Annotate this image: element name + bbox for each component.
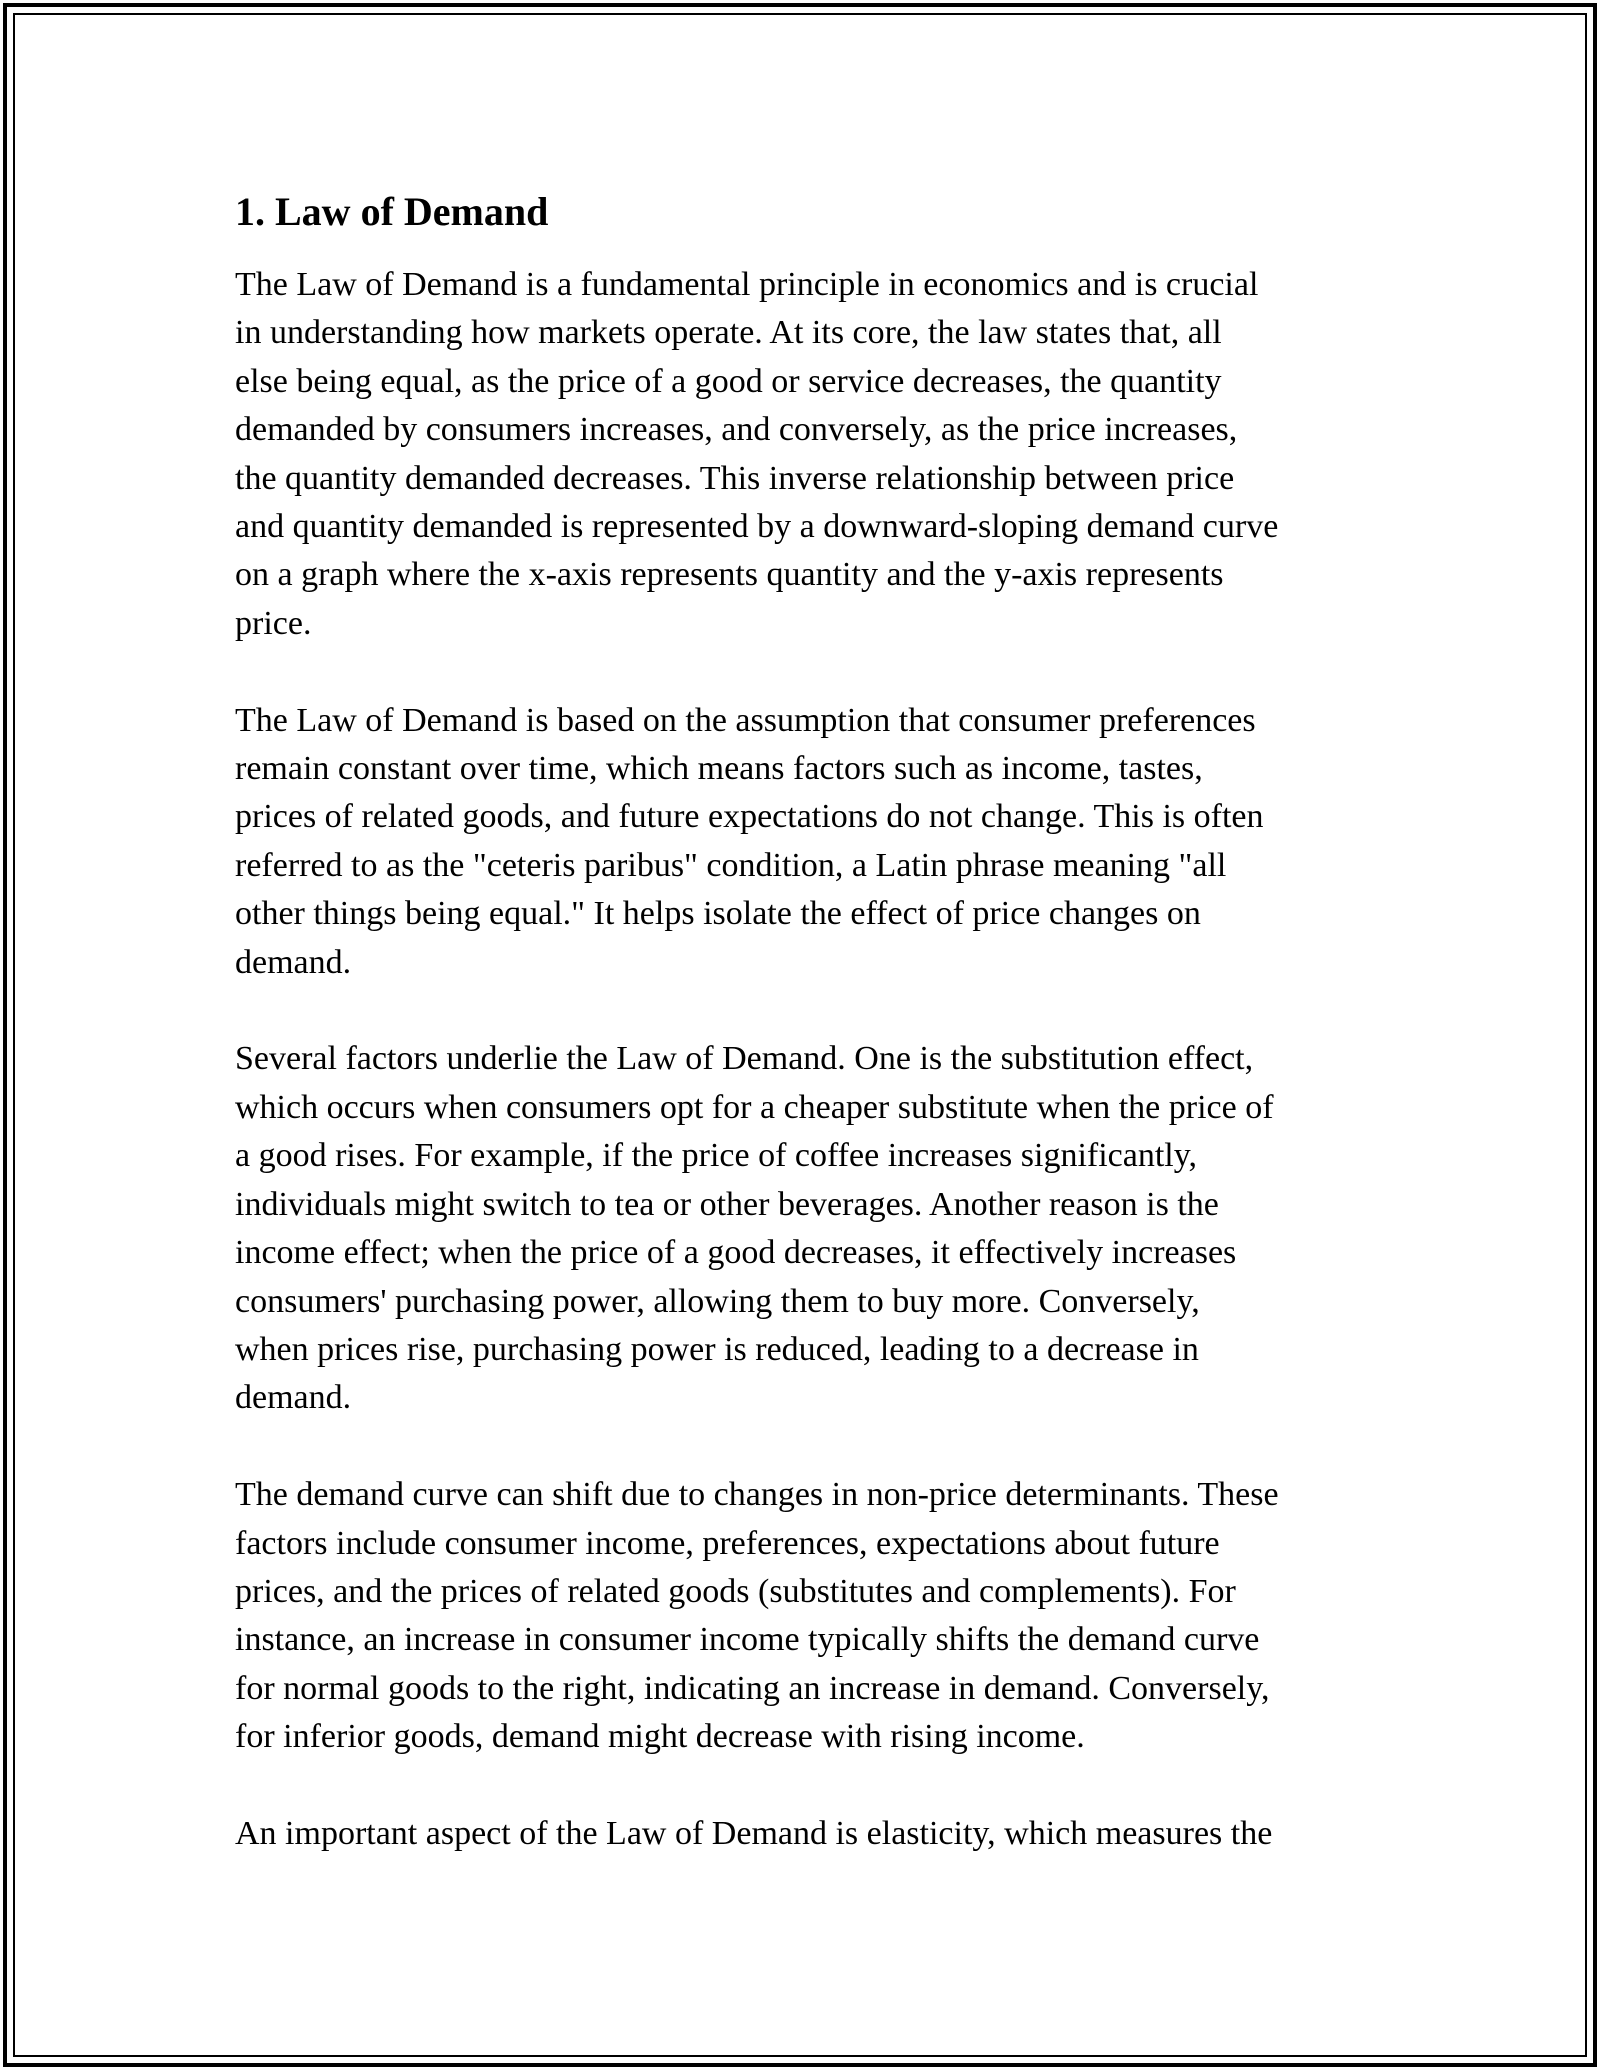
text-line: demand. [235, 1379, 352, 1417]
text-line: else being equal, as the price of a good or service decreases, the quantity [235, 362, 1222, 400]
text-line: The Law of Demand is a fundamental principle in economics and is crucial [235, 266, 1259, 303]
text-line: other things being equal." It helps isolate the effect of price changes on [235, 895, 1201, 933]
text-line: when prices rise, purchasing power is reduced, leading to a decrease in [235, 1330, 1199, 1368]
paragraph-underlying-factors [235, 1035, 1370, 1422]
text-line: price. [235, 604, 312, 642]
text-line: prices of related goods, and future expectations do not change. This is often [235, 798, 1264, 836]
text-line: a good rises. For example, if the price of coffee increases significantly, [235, 1137, 1198, 1175]
paragraph-elasticity [235, 1810, 1370, 1858]
text-line: which occurs when consumers opt for a cheaper substitute when the price of [235, 1088, 1274, 1126]
text-line: the quantity demanded decreases. This inverse relationship between price [235, 459, 1235, 497]
text-line: referred to as the "ceteris paribus" condition, a Latin phrase meaning "all [235, 846, 1227, 884]
text-line: demand. [235, 943, 352, 981]
text-line: factors include consumer income, preferences, expectations about future [235, 1524, 1220, 1562]
text-line: and quantity demanded is represented by a downward-sloping demand curve [235, 508, 1279, 546]
text-line: instance, an increase in consumer income typically shifts the demand curve [235, 1621, 1260, 1659]
paragraph-law-definition [235, 261, 1370, 648]
text-line: prices, and the prices of related goods (substitutes and complements). For [235, 1572, 1236, 1610]
paragraph-curve-shifts [235, 1471, 1370, 1761]
text-line: Several factors underlie the Law of Demand. One is the substitution effect, [235, 1040, 1254, 1078]
text-line: income effect; when the price of a good decreases, it effectively increases [235, 1234, 1237, 1272]
text-line: The demand curve can shift due to changes in non-price determinants. These [235, 1476, 1279, 1514]
document-body [235, 186, 1370, 1858]
text-line: remain constant over time, which means factors such as income, tastes, [235, 750, 1203, 788]
text-line: for inferior goods, demand might decrease with rising income. [235, 1718, 1085, 1756]
paragraph-ceteris-paribus [235, 697, 1370, 987]
text-line: individuals might switch to tea or other beverages. Another reason is the [235, 1185, 1219, 1223]
section-heading: 1. Law of Demand [235, 189, 549, 234]
text-line: for normal goods to the right, indicating an increase in demand. Conversely, [235, 1669, 1270, 1707]
text-line: An important aspect of the Law of Demand is elasticity, which measures the [235, 1814, 1273, 1852]
text-line: consumers' purchasing power, allowing them to buy more. Conversely, [235, 1282, 1200, 1320]
text-line: demanded by consumers increases, and conversely, as the price increases, [235, 411, 1238, 449]
text-line: in understanding how markets operate. At its core, the law states that, all [235, 314, 1222, 352]
text-line: on a graph where the x-axis represents quantity and the y-axis represents [235, 556, 1224, 594]
text-line: The Law of Demand is based on the assumption that consumer preferences [235, 701, 1256, 739]
